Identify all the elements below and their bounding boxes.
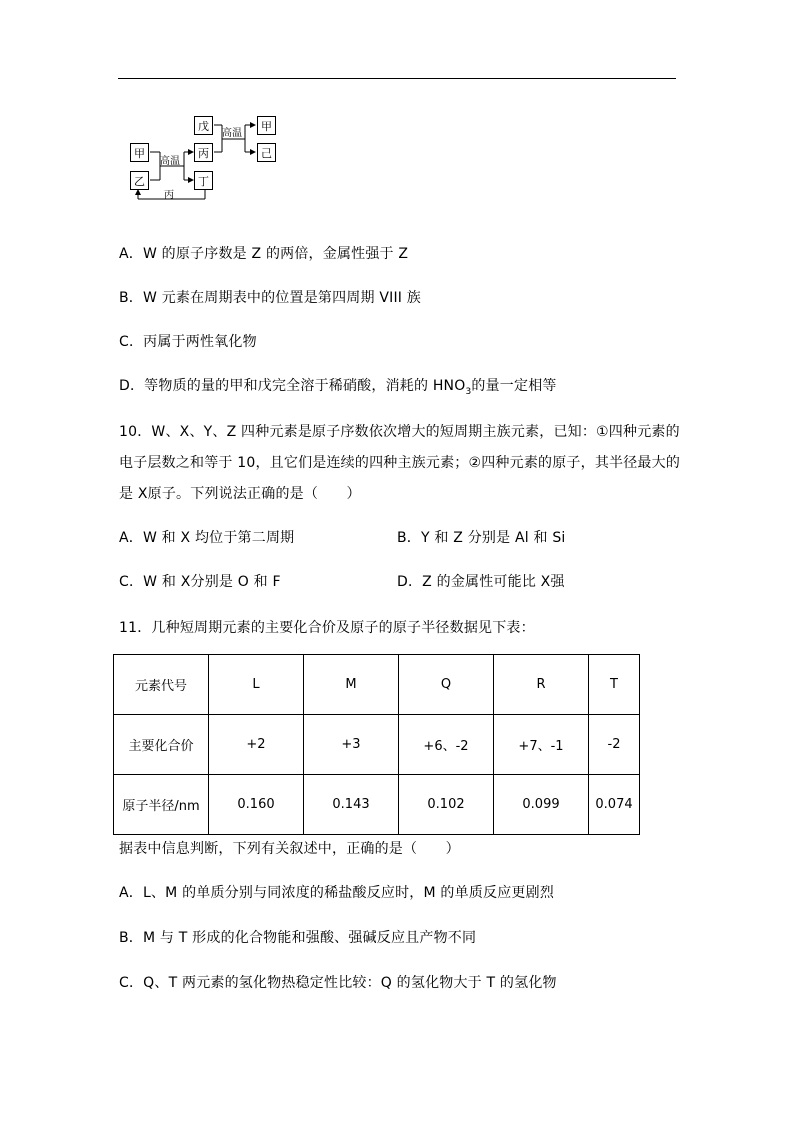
q10-option-b: B．Y 和 Z 分别是 Al 和 Si [397, 530, 566, 546]
q11-stem: 11．几种短周期元素的主要化合价及原子的原子半径数据见下表： [119, 620, 535, 636]
box-jia-right: 甲 [257, 116, 276, 135]
q11-after-table: 据表中信息判断，下列有关叙述中，正确的是（ ） [119, 841, 460, 857]
table-cell: -2 [589, 715, 640, 775]
box-yi: 乙 [130, 171, 149, 190]
q11-option-c: C．Q、T 两元素的氢化物热稳定性比较：Q 的氢化物大于 T 的氢化物 [119, 975, 557, 991]
q9-option-d-sub: 3 [465, 386, 472, 397]
table-cell: +6、-2 [399, 715, 494, 775]
box-bing: 丙 [194, 143, 213, 162]
table-cell: 0.102 [399, 775, 494, 835]
table-cell: 主要化合价 [114, 715, 209, 775]
table-row [114, 655, 640, 715]
table-cell: L [209, 655, 304, 715]
table-cell: 0.160 [209, 775, 304, 835]
box-ji: 己 [257, 143, 276, 162]
q10-stem-line2: 电子层数之和等于 10，且它们是连续的四种主族元素；②四种元素的原子，其半径最大的 [119, 455, 681, 471]
q9-option-c: C．丙属于两性氧化物 [119, 334, 257, 350]
q11-option-a: A．L、M 的单质分别与同浓度的稀盐酸反应时，M 的单质反应更剧烈 [119, 885, 555, 901]
q10-option-d: D．Z 的金属性可能比 X强 [397, 574, 565, 590]
box-ding: 丁 [194, 171, 213, 190]
table-cell: +7、-1 [494, 715, 589, 775]
table-cell: 0.143 [304, 775, 399, 835]
table-cell: +2 [209, 715, 304, 775]
table-cell: Q [399, 655, 494, 715]
box-jia-left: 甲 [130, 143, 149, 162]
label-bottom-bing: 丙 [164, 190, 174, 201]
table-cell: R [494, 655, 589, 715]
q10-stem-line1: 10．W、X、Y、Z 四种元素是原子序数依次增大的短周期主族元素，已知：①四种元素的 [119, 424, 680, 440]
table-cell: 原子半径/nm [114, 775, 209, 835]
table-row [114, 775, 640, 835]
table-cell: 0.074 [589, 775, 640, 835]
table-cell: +3 [304, 715, 399, 775]
q9-option-b: B．W 元素在周期表中的位置是第四周期 VIII 族 [119, 290, 421, 306]
table-row [114, 715, 640, 775]
table-cell: 0.099 [494, 775, 589, 835]
box-wu: 戊 [194, 116, 213, 135]
q10-option-c: C．W 和 X分别是 O 和 F [119, 574, 281, 590]
q9-option-d-pre: D．等物质的量的甲和戊完全溶于稀硝酸，消耗的 HNO [119, 378, 466, 394]
q11-option-b: B．M 与 T 形成的化合物能和强酸、强碱反应且产物不同 [119, 930, 477, 946]
q9-option-d [119, 375, 557, 397]
table-cell: 元素代号 [114, 655, 209, 715]
diagram-arrows [0, 0, 794, 220]
q10-option-a: A．W 和 X 均位于第二周期 [119, 530, 295, 546]
q9-option-a: A．W 的原子序数是 Z 的两倍，金属性强于 Z [119, 246, 409, 262]
label-high-temp-2: 高温 [222, 128, 242, 139]
table-cell: M [304, 655, 399, 715]
table-cell: T [589, 655, 640, 715]
element-data-table [113, 654, 640, 835]
q10-stem-line3: 是 X原子。下列说法正确的是（ ） [119, 486, 361, 502]
q9-option-d-post: 的量一定相等 [471, 378, 557, 394]
label-high-temp-1: 高温 [160, 156, 180, 167]
